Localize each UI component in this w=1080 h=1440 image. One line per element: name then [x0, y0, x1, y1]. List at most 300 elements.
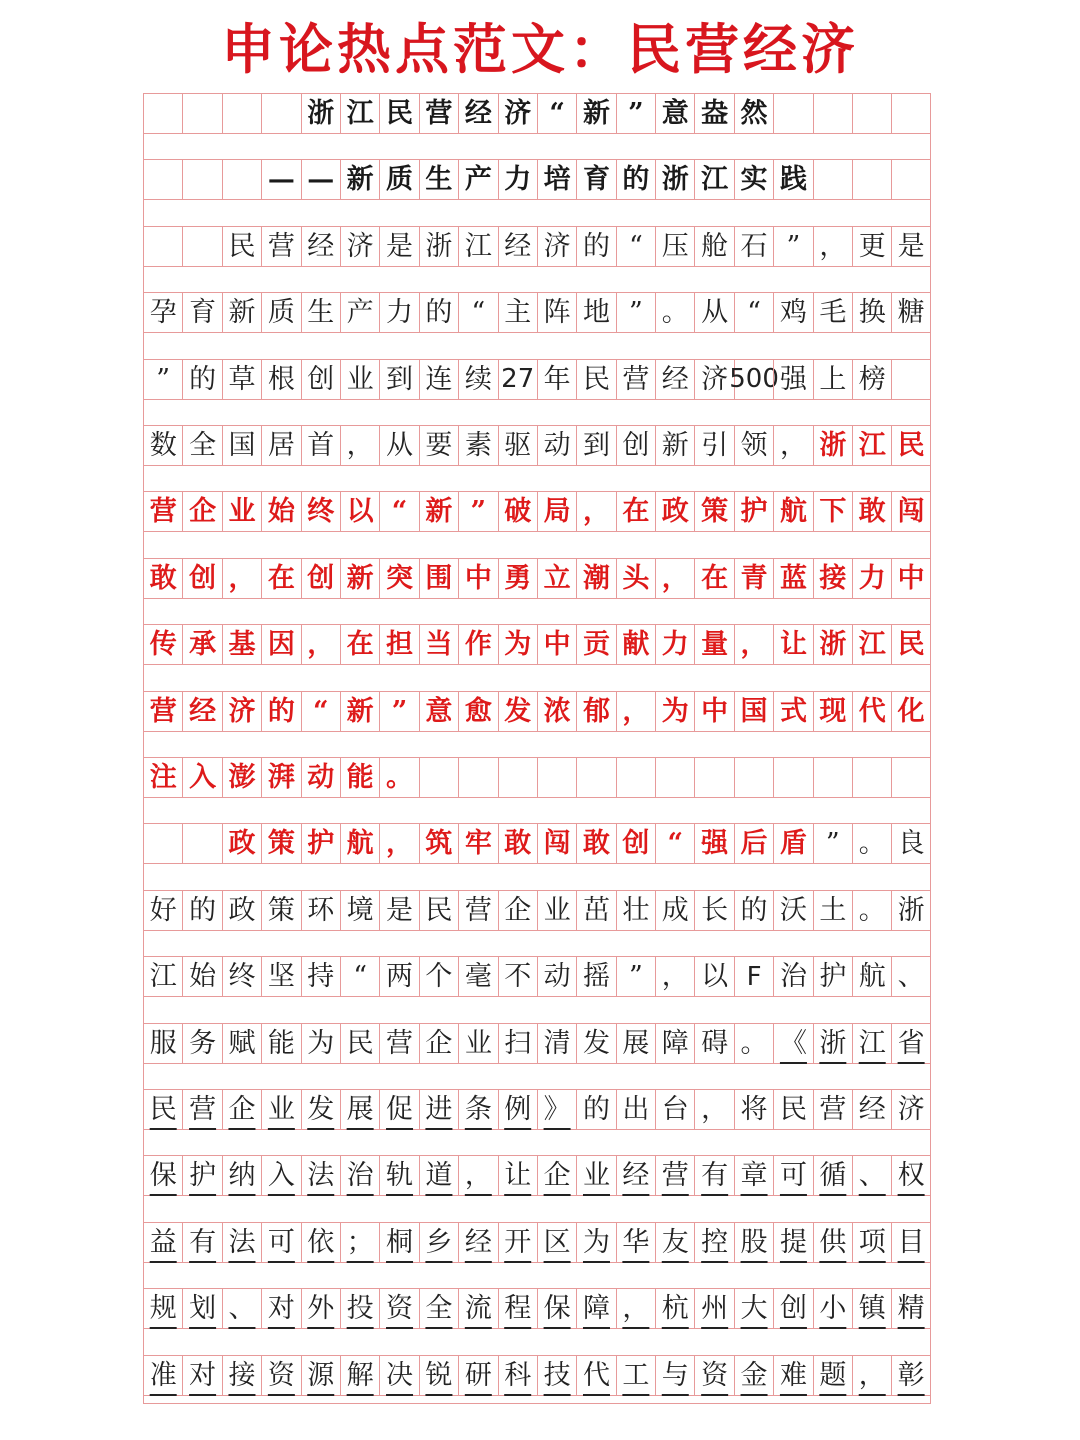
row-spacer	[143, 466, 931, 491]
grid-cell: 经	[616, 1156, 655, 1195]
grid-cell: 育	[576, 160, 615, 199]
grid-cell	[891, 94, 930, 133]
grid-cell: 营	[616, 360, 655, 399]
grid-cell: 要	[419, 426, 458, 465]
grid-cell: “	[301, 692, 340, 731]
grid-cell: 代	[852, 692, 891, 731]
grid-cell: 治	[340, 1156, 379, 1195]
grid-cell	[143, 94, 182, 133]
grid-cell: 领	[734, 426, 773, 465]
grid-cell: 上	[813, 360, 852, 399]
grid-cell: 展	[616, 1024, 655, 1063]
grid-cell: 台	[655, 1090, 694, 1129]
grid-cell: —	[261, 160, 300, 199]
grid-cell: 创	[301, 559, 340, 598]
grid-cell: 营	[143, 692, 182, 731]
grid-cell: 让	[773, 625, 812, 664]
grid-cell: ，	[813, 227, 852, 266]
grid-cell: 营	[655, 1156, 694, 1195]
grid-cell: 浙	[655, 160, 694, 199]
row-spacer	[143, 864, 931, 889]
row-spacer	[143, 1064, 931, 1089]
grid-cell	[773, 758, 812, 797]
grid-cell	[458, 758, 497, 797]
grid-cell: 轨	[379, 1156, 418, 1195]
grid-cell: 营	[813, 1090, 852, 1129]
grid-cell: 技	[537, 1356, 576, 1395]
grid-cell: 糖	[891, 293, 930, 332]
row-spacer	[143, 1130, 931, 1155]
grid-cell: 济	[498, 94, 537, 133]
grid-cell: 引	[694, 426, 733, 465]
grid-cell: ，	[222, 559, 261, 598]
grid-cell: ，	[340, 426, 379, 465]
grid-cell: 资	[379, 1289, 418, 1328]
grid-cell	[182, 94, 221, 133]
grid-cell: ，	[616, 692, 655, 731]
grid-cell: 碍	[694, 1024, 733, 1063]
grid-cell: 资	[694, 1356, 733, 1395]
grid-cell: 成	[655, 891, 694, 930]
grid-cell: 航	[773, 492, 812, 531]
grid-cell: 浙	[419, 227, 458, 266]
grid-cell: ”	[379, 692, 418, 731]
grid-cell: 有	[182, 1223, 221, 1262]
grid-cell: 良	[891, 824, 930, 863]
grid-cell: 接	[813, 559, 852, 598]
grid-cell: 创	[616, 824, 655, 863]
grid-cell	[143, 824, 182, 863]
grid-cell: ；	[340, 1223, 379, 1262]
grid-cell: 难	[773, 1356, 812, 1395]
grid-cell: 居	[261, 426, 300, 465]
grid-cell: 、	[852, 1156, 891, 1195]
grid-cell: 的	[576, 227, 615, 266]
grid-cell: 到	[379, 360, 418, 399]
grid-cell: 的	[261, 692, 300, 731]
grid-cell: 政	[222, 891, 261, 930]
grid-cell: 彰	[891, 1356, 930, 1395]
grid-cell: 企	[537, 1156, 576, 1195]
essay-row	[143, 823, 931, 864]
grid-cell: 驱	[498, 426, 537, 465]
grid-cell: 经	[655, 360, 694, 399]
grid-cell: 育	[182, 293, 221, 332]
grid-cell: “	[616, 227, 655, 266]
grid-cell: 壮	[616, 891, 655, 930]
grid-cell: 新	[222, 293, 261, 332]
grid-cell: 地	[576, 293, 615, 332]
grid-cell: 营	[261, 227, 300, 266]
grid-cell: 国	[222, 426, 261, 465]
grid-cell: 筑	[419, 824, 458, 863]
grid-cell: 民	[419, 891, 458, 930]
grid-cell: 献	[616, 625, 655, 664]
grid-cell: 将	[734, 1090, 773, 1129]
grid-cell: 省	[891, 1024, 930, 1063]
grid-cell: 主	[498, 293, 537, 332]
essay-row	[143, 956, 931, 997]
row-spacer	[143, 400, 931, 425]
grid-cell: 资	[261, 1356, 300, 1395]
grid-cell: 敢	[143, 559, 182, 598]
grid-cell: 营	[458, 891, 497, 930]
grid-cell: “	[458, 293, 497, 332]
grid-cell: 敢	[852, 492, 891, 531]
grid-cell: 政	[655, 492, 694, 531]
grid-cell: 例	[498, 1090, 537, 1129]
grid-cell: 、	[222, 1289, 261, 1328]
grid-cell: 题	[813, 1356, 852, 1395]
row-spacer	[143, 665, 931, 690]
grid-cell: 桐	[379, 1223, 418, 1262]
grid-cell: 民	[891, 625, 930, 664]
grid-cell: 的	[419, 293, 458, 332]
grid-cell: 有	[694, 1156, 733, 1195]
grid-cell	[537, 758, 576, 797]
grid-cell: 发	[576, 1024, 615, 1063]
grid-cell: 营	[182, 1090, 221, 1129]
grid-cell: 新	[576, 94, 615, 133]
grid-cell	[773, 94, 812, 133]
grid-cell: 坚	[261, 957, 300, 996]
grid-cell: 始	[261, 492, 300, 531]
grid-cell: 头	[616, 559, 655, 598]
grid-cell: 产	[458, 160, 497, 199]
grid-cell: 杭	[655, 1289, 694, 1328]
grid-cell: 开	[498, 1223, 537, 1262]
grid-cell: 业	[537, 891, 576, 930]
grid-cell: 新	[340, 160, 379, 199]
grid-cell	[616, 758, 655, 797]
grid-cell: 生	[419, 160, 458, 199]
grid-cell: 培	[537, 160, 576, 199]
grid-cell: 投	[340, 1289, 379, 1328]
grid-cell: 服	[143, 1024, 182, 1063]
grid-cell: 为	[576, 1223, 615, 1262]
grid-cell: 大	[734, 1289, 773, 1328]
grid-cell: 突	[379, 559, 418, 598]
grid-cell: 续	[458, 360, 497, 399]
grid-cell: 沃	[773, 891, 812, 930]
grid-cell	[891, 360, 930, 399]
grid-cell: “	[379, 492, 418, 531]
grid-cell: 条	[458, 1090, 497, 1129]
grid-cell: 划	[182, 1289, 221, 1328]
grid-cell: 是	[891, 227, 930, 266]
grid-cell: 然	[734, 94, 773, 133]
grid-cell: 践	[773, 160, 812, 199]
grid-cell	[852, 160, 891, 199]
grid-cell: 赋	[222, 1024, 261, 1063]
grid-cell: 区	[537, 1223, 576, 1262]
grid-cell: 湃	[261, 758, 300, 797]
grid-cell: 草	[222, 360, 261, 399]
grid-cell: 业	[222, 492, 261, 531]
grid-cell: 友	[655, 1223, 694, 1262]
grid-cell: 。	[852, 891, 891, 930]
grid-cell: 江	[852, 426, 891, 465]
grid-cell: 力	[852, 559, 891, 598]
row-spacer	[143, 1329, 931, 1354]
grid-cell: 法	[222, 1223, 261, 1262]
grid-cell: 后	[734, 824, 773, 863]
grid-cell: 当	[419, 625, 458, 664]
essay-row	[143, 93, 931, 134]
row-spacer	[143, 200, 931, 225]
row-spacer	[143, 732, 931, 757]
grid-cell: 发	[301, 1090, 340, 1129]
grid-cell: 新	[340, 692, 379, 731]
grid-cell: 压	[655, 227, 694, 266]
grid-cell: 华	[616, 1223, 655, 1262]
grid-cell: 航	[852, 957, 891, 996]
grid-cell: 个	[419, 957, 458, 996]
grid-cell: 护	[813, 957, 852, 996]
grid-cell: 民	[222, 227, 261, 266]
grid-cell: ”	[616, 293, 655, 332]
grid-cell: ，	[734, 625, 773, 664]
grid-cell: 蓝	[773, 559, 812, 598]
grid-cell: 化	[891, 692, 930, 731]
grid-cell: “	[655, 824, 694, 863]
grid-cell: 策	[261, 824, 300, 863]
grid-cell: 民	[379, 94, 418, 133]
essay-row	[143, 890, 931, 931]
grid-cell: 能	[340, 758, 379, 797]
grid-cell: 接	[222, 1356, 261, 1395]
row-spacer	[143, 931, 931, 956]
grid-cell: 敢	[498, 824, 537, 863]
grid-cell: 土	[813, 891, 852, 930]
grid-cell: 环	[301, 891, 340, 930]
grid-cell: 力	[498, 160, 537, 199]
grid-cell: 下	[813, 492, 852, 531]
grid-cell: 盎	[694, 94, 733, 133]
grid-cell: 业	[261, 1090, 300, 1129]
grid-cell: 27	[498, 360, 537, 399]
essay-row	[143, 159, 931, 200]
grid-cell: ”	[773, 227, 812, 266]
grid-cell: 持	[301, 957, 340, 996]
grid-cell: 国	[734, 692, 773, 731]
grid-cell	[182, 227, 221, 266]
grid-cell: 动	[537, 957, 576, 996]
grid-cell	[222, 94, 261, 133]
grid-cell: 敢	[576, 824, 615, 863]
row-spacer	[143, 1196, 931, 1221]
grid-cell: 济	[537, 227, 576, 266]
grid-cell: 实	[734, 160, 773, 199]
grid-cell	[143, 227, 182, 266]
grid-cell: 企	[419, 1024, 458, 1063]
grid-cell: ，	[694, 1090, 733, 1129]
grid-cell: 企	[498, 891, 537, 930]
grid-cell: 中	[458, 559, 497, 598]
grid-cell: 济	[891, 1090, 930, 1129]
grid-cell: 小	[813, 1289, 852, 1328]
grid-cell: 意	[655, 94, 694, 133]
essay-row	[143, 558, 931, 599]
grid-cell: 济	[222, 692, 261, 731]
grid-cell	[222, 160, 261, 199]
grid-cell: 质	[261, 293, 300, 332]
grid-cell: 孕	[143, 293, 182, 332]
grid-cell: 可	[773, 1156, 812, 1195]
grid-cell: 力	[379, 293, 418, 332]
grid-cell	[419, 758, 458, 797]
grid-cell: 依	[301, 1223, 340, 1262]
grid-cell: ，	[773, 426, 812, 465]
grid-cell: ”	[813, 824, 852, 863]
grid-cell: 终	[222, 957, 261, 996]
grid-cell: 新	[655, 426, 694, 465]
grid-cell: 江	[852, 625, 891, 664]
grid-cell: 业	[340, 360, 379, 399]
grid-cell: 控	[694, 1223, 733, 1262]
grid-cell: 好	[143, 891, 182, 930]
grid-cell: ，	[458, 1156, 497, 1195]
grid-cell: 鸡	[773, 293, 812, 332]
grid-cell	[143, 160, 182, 199]
grid-cell: 全	[419, 1289, 458, 1328]
grid-cell: 入	[261, 1156, 300, 1195]
grid-cell: 障	[576, 1289, 615, 1328]
grid-cell: 提	[773, 1223, 812, 1262]
grid-cell: 青	[734, 559, 773, 598]
grid-cell	[852, 94, 891, 133]
grid-cell: 基	[222, 625, 261, 664]
grid-cell: 。	[655, 293, 694, 332]
grid-cell: 浓	[537, 692, 576, 731]
grid-cell: 石	[734, 227, 773, 266]
essay-row	[143, 691, 931, 732]
essay-row	[143, 1023, 931, 1064]
grid-cell: 能	[261, 1024, 300, 1063]
grid-cell: 为	[498, 625, 537, 664]
grid-cell: 毛	[813, 293, 852, 332]
grid-cell: 闯	[891, 492, 930, 531]
grid-cell: 传	[143, 625, 182, 664]
grid-cell: 对	[182, 1356, 221, 1395]
grid-cell: 务	[182, 1024, 221, 1063]
grid-cell: 式	[773, 692, 812, 731]
grid-cell: 营	[379, 1024, 418, 1063]
grid-cell: ”	[458, 492, 497, 531]
grid-cell: 对	[261, 1289, 300, 1328]
grid-cell	[182, 160, 221, 199]
grid-cell: 民	[773, 1090, 812, 1129]
grid-cell: 愈	[458, 692, 497, 731]
grid-cell: 以	[340, 492, 379, 531]
row-spacer	[143, 333, 931, 358]
grid-cell: 保	[537, 1289, 576, 1328]
grid-cell: 项	[852, 1223, 891, 1262]
header	[0, 0, 1080, 90]
grid-cell: 摇	[576, 957, 615, 996]
essay-row	[143, 359, 931, 400]
grid-cell: 外	[301, 1289, 340, 1328]
essay-row	[143, 491, 931, 532]
essay-row	[143, 1089, 931, 1130]
grid-cell: 首	[301, 426, 340, 465]
grid-cell: ，	[655, 559, 694, 598]
grid-cell: 准	[143, 1356, 182, 1395]
grid-cell: 素	[458, 426, 497, 465]
grid-cell: 业	[576, 1156, 615, 1195]
grid-cell: 的	[182, 360, 221, 399]
grid-cell: 浙	[813, 625, 852, 664]
grid-cell: 策	[261, 891, 300, 930]
grid-cell: 生	[301, 293, 340, 332]
grid-cell	[576, 758, 615, 797]
grid-cell: 济	[340, 227, 379, 266]
grid-cell: 护	[182, 1156, 221, 1195]
grid-cell: 产	[340, 293, 379, 332]
grid-cell: 动	[301, 758, 340, 797]
grid-cell	[813, 94, 852, 133]
grid-cell: 经	[301, 227, 340, 266]
grid-cell: 在	[694, 559, 733, 598]
grid-cell	[813, 758, 852, 797]
grid-cell: 权	[891, 1156, 930, 1195]
grid-cell: 》	[537, 1090, 576, 1129]
grid-cell: 江	[340, 94, 379, 133]
grid-cell: 保	[143, 1156, 182, 1195]
grid-cell: 江	[458, 227, 497, 266]
grid-cell: 扫	[498, 1024, 537, 1063]
grid-cell: 强	[694, 824, 733, 863]
grid-cell: 闯	[537, 824, 576, 863]
grid-cell: 到	[576, 426, 615, 465]
grid-cell: 济	[694, 360, 733, 399]
grid-cell: 勇	[498, 559, 537, 598]
grid-cell: 民	[576, 360, 615, 399]
grid-cell: ，	[655, 957, 694, 996]
grid-cell: 州	[694, 1289, 733, 1328]
grid-cell: 金	[734, 1356, 773, 1395]
grid-cell: 治	[773, 957, 812, 996]
grid-cell: 新	[419, 492, 458, 531]
grid-cell: 以	[694, 957, 733, 996]
grid-cell: 的	[576, 1090, 615, 1129]
grid-cell: 经	[458, 94, 497, 133]
grid-cell: 在	[340, 625, 379, 664]
grid-cell: 工	[616, 1356, 655, 1395]
grid-cell: 为	[655, 692, 694, 731]
grid-cell	[891, 160, 930, 199]
grid-cell: 的	[616, 160, 655, 199]
grid-cell: 。	[852, 824, 891, 863]
grid-cell: 目	[891, 1223, 930, 1262]
essay-row	[143, 757, 931, 798]
grid-cell	[734, 758, 773, 797]
grid-cell: 中	[537, 625, 576, 664]
grid-cell: 章	[734, 1156, 773, 1195]
row-spacer	[143, 532, 931, 557]
grid-cell: 阵	[537, 293, 576, 332]
grid-cell: 更	[852, 227, 891, 266]
grid-cell: 经	[458, 1223, 497, 1262]
grid-cell: 根	[261, 360, 300, 399]
grid-cell: 强	[773, 360, 812, 399]
row-spacer	[143, 599, 931, 624]
grid-cell: 经	[182, 692, 221, 731]
essay-row	[143, 292, 931, 333]
grid-cell: 担	[379, 625, 418, 664]
grid-cell	[498, 758, 537, 797]
grid-cell: 民	[340, 1024, 379, 1063]
